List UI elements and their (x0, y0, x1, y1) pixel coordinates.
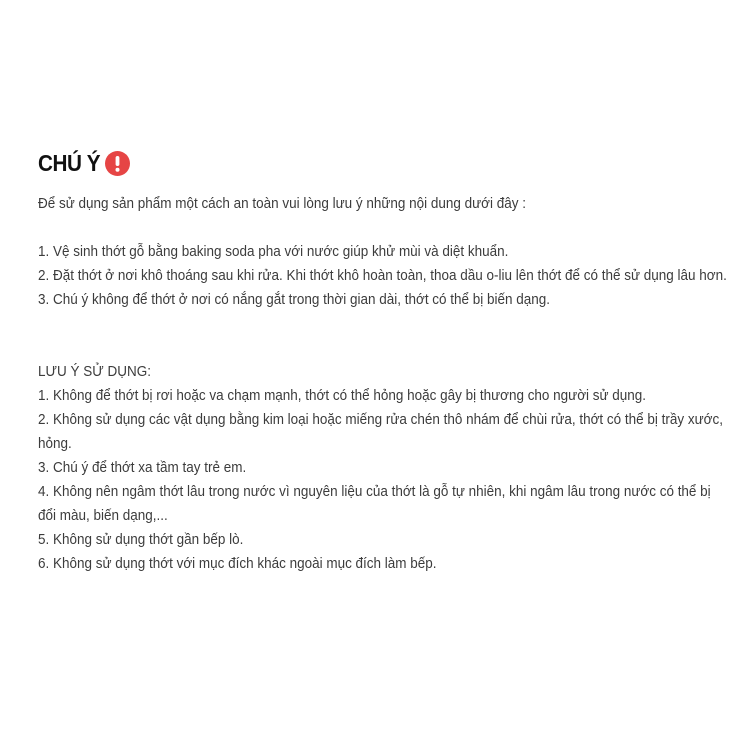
list-item: 4. Không nên ngâm thớt lâu trong nước vì nguyên liệu của thớt là gỗ tự nhiên, khi ngâm lâu trong nước có thể bị đổi màu, biến dạng,... (38, 484, 711, 524)
page-title: CHÚ Ý (38, 149, 101, 176)
list-item: 5. Không sử dụng thớt gần bếp lò. (38, 532, 244, 548)
notes-list (38, 240, 728, 312)
list-item: 1. Không để thớt bị rơi hoặc va chạm mạnh, thớt có thể hỏng hoặc gây bị thương cho người sử dụng. (38, 388, 647, 404)
usage-list (38, 384, 728, 576)
list-item: 1. Vệ sinh thớt gỗ bằng baking soda pha với nước giúp khử mùi và diệt khuẩn. (38, 244, 509, 260)
usage-heading: LƯU Ý SỬ DỤNG: (38, 364, 151, 380)
list-item: 3. Chú ý không để thớt ở nơi có nắng gắt trong thời gian dài, thớt có thể bị biến dạng. (38, 292, 551, 308)
list-item: 2. Đặt thớt ở nơi khô thoáng sau khi rửa. Khi thớt khô hoàn toàn, thoa dầu o-liu lên thớt để có thể sử dụng lâu hơn. (38, 268, 727, 284)
list-item: 6. Không sử dụng thớt với mục đích khác ngoài mục đích làm bếp. (38, 556, 437, 572)
exclamation-icon (105, 151, 130, 176)
list-item: 2. Không sử dụng các vật dụng bằng kim loại hoặc miếng rửa chén thô nhám để chùi rửa, thớt có thể bị trầy xước, hỏng. (38, 412, 723, 452)
notice-document (38, 146, 728, 576)
intro-text: Để sử dụng sản phẩm một cách an toàn vui lòng lưu ý những nội dung dưới đây : (38, 196, 527, 212)
title-row (38, 146, 728, 180)
usage-section (38, 360, 728, 576)
list-item: 3. Chú ý để thớt xa tầm tay trẻ em. (38, 460, 247, 476)
